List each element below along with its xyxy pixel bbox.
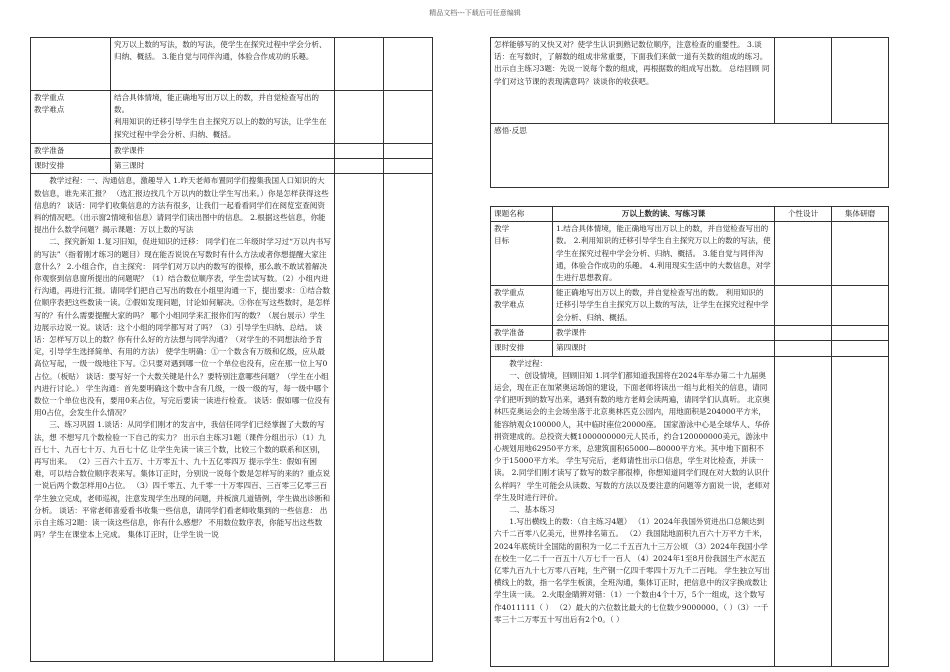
lesson-title: 万以上数的读、写练习课 xyxy=(553,207,775,222)
table-row xyxy=(31,159,433,174)
table-row xyxy=(31,174,433,662)
process-part-2: 二、探究新知 1.复习旧知，促进知识的迁移： 同学们在二年级时学习过“万以内书写的写法”（指着刚才练习的题目）现在能否说说在写数时有什么方法或者你想提醒大家注意什么？ 2.小组合作，自主探究： 同学们对万以内的数写的很棒，那么敢不敢试着解决你观察到信息窗所提出的问题呢？（1）结合数位顺序表，学生尝试写数。（2）小组内进行沟通，再进行汇报。请同学们把自己写出的数在小组里沟通一下，提出要求：①结合数位顺序表把这些数读一读。②假如发现问题，讨论如何解决。③你在写这些数时，是怎样写的？有什么需要提醒大家的吗？ 哪个小组同学来汇报你们写的数？（展台展示）学生边展示边说一说。谈话：这个小组的同学都写对了吗？（3）引导学生归纳、总结。 谈话：怎样写万以上的数？你有什么好的方法想与同学沟通？（对学生的不同想法给予肯定，引导学生选择简单、有用的方法） 使学生明确：①一个数含有万级和亿级，应从最高位写起，一级一级地往下写。②只要对遇到哪一位一个单位也没有，应在那一位上写0占位。（板贴） 谈话：要写好一个大数关键是什么？要特别注意哪些问题？（学生在小组内进行讨论。） 学生沟通：首先要明确这个数中含有几级，一级一级的写，每一级中哪个数位一个单位也没有，要用0来占位，写完后要读一读进行检查。 谈话：假如哪一位没有用0占位，会发生什么情况？ xyxy=(34,237,331,418)
period-value: 第四课时 xyxy=(553,341,775,356)
right-lesson-table xyxy=(490,206,889,667)
process-part-1: 一、创设情境，回顾旧知 1.同学们都知道我国将在2024年举办第二十九届奥运会，现在正在加紧奥运场馆的建设，下面老师将读出一组与此相关的信息，请同学们把听到的数写出来，遇到有数的地方老师会读两遍，请同学们认真听。 北京奥林匹克奥运会的主会场坐落于北京奥林匹克公园内，用地面积是204000平方米，能容纳观众100000人，其中临时座位20000座。 国家游泳中心是全球华人、华侨捐资建成的。总投资大概1000000000元人民币，约合120000000美元，游泳中心规划用地62950平方米，总建筑面积65000—80000平方米。其中地下面积不少于15000平方米。 学生写完后，老师请性出示口信息，学生对比检查，并读一读。 2.同学们刚才读写了数写的数字都很棒，你想知道同学们现在对大数的认识什么样吗？ 学生可能会从读数、写数的方法以及要注意的问题等方面说一说，老师对学生及时进行评价。 xyxy=(494,370,770,502)
period-label: 课时安排 xyxy=(31,159,111,174)
keypoints-label: 教学重点 教学难点 xyxy=(491,286,553,326)
period-value: 第三课时 xyxy=(111,159,335,174)
table-row xyxy=(31,91,433,144)
process-cell xyxy=(31,174,335,662)
keypoints-cell: 能正确地写出万以上的数，并自觉检查写出的数。 利用知识的迁移引导学生自主探究万以上数的写法，让学生在探究过程中学会分析、归纳、概括。 xyxy=(553,286,775,326)
table-row xyxy=(491,124,889,188)
table-row xyxy=(491,222,889,286)
table-row xyxy=(31,144,433,159)
table-row xyxy=(31,38,433,91)
header-topic-label: 课题名称 xyxy=(491,207,553,222)
table-row xyxy=(491,341,889,356)
prep-value: 教学课件 xyxy=(111,144,335,159)
summary-cell: 怎样能够写的又快又对？使学生认识到熟记数位顺序，注意检查的重要性。 3.谈话：在写数时，了解数的组成非常重要，下面我们来做一道有关数的组成的练习。 出示自主练习3题：先说一说每个数的组成，再根据数的组成写出数。 总结回顾 同学们对这节课的表现满意吗？谈谈你的收获吧。 xyxy=(491,38,775,124)
header-note: 精品文档---下载后可任意编辑 xyxy=(429,9,521,17)
keypoints-label: 教学重点 教学难点 xyxy=(31,91,111,144)
prep-value: 教学课件 xyxy=(553,326,775,341)
prep-label: 教学准备 xyxy=(491,326,553,341)
table-row xyxy=(491,286,889,326)
header-personal: 个性设计 xyxy=(775,207,832,222)
table-header-row xyxy=(491,207,889,222)
right-top-table xyxy=(490,37,889,188)
left-lesson-table xyxy=(30,37,433,662)
prep-label: 教学准备 xyxy=(31,144,111,159)
period-label: 课时安排 xyxy=(491,341,553,356)
header-collective: 集体研磨 xyxy=(832,207,889,222)
table-row xyxy=(491,326,889,341)
keypoints-cell xyxy=(111,91,335,144)
table-row xyxy=(491,38,889,124)
goals-continued: 究万以上数的写法，数的写法，使学生在探究过程中学会分析、归纳、概括。 3.能自觉与同伴沟通，体验合作成功的乐趣。 xyxy=(111,38,335,91)
process-part-3: 1.写出横线上的数：（自主练习4题） （1）2024年我国外贸进出口总额达到六千二百零八亿美元，世界排名第五。 （2）我国陆地面积九百六十万平方千米，2024年底统计全国陆的面积为一亿二千五百九十三万公顷 （3）2024年我国小学在校生一亿二千一百五十八万七千一百人 （4）2024年1至8月份我国生产水泥五亿零九百九十七万零八百吨，生产钢一亿四千零四十万九千二百吨。 学生独立写出横线上的数，指一名学生板演，全班沟通，集体订正时，把信息中的汉字换成数让学生读一读。 2.火眼金睛辨对错：（1）一个数由4个十万，5个一组成，这个数写作4011111（ ） （2）最大的六位数比最大的七位数少9000000。（ ）（3）一千零三十二万零五十写出后有2个0。（ ） xyxy=(494,517,770,624)
process-part-2: 二、基本练习 xyxy=(509,505,555,515)
process-part-3: 三、练习巩固 1.谈话：从同学们刚才的发言中，我信任同学们已经掌握了大数的写法，想 不想写几个数检验一下自己的实力？ 出示自主练习1题（课件分组出示）（1）九百七十、九百七十万、九百七十亿 让学生先读一读三个数，比较三个数的联系和区别，再写出来。 （2）三百六十五万、十万零五十、九十五亿零四万 提示学生：假如有困难，可以结合数位顺序表来写。集体订正时，分别说一说每个数是怎样写的来的？重点说一说后两个数怎样用0占位。 （3）四千零五、九千零一十万零四百、三百零三亿零三百 学生独立完成，老师巡视，注意发现学生出现的问题，并板演几道错例，学生做出诊断和分析。 谈话：平常老师喜爱看书收集一些信息，请同学们看老师收集到的一些信息： 出示自主练习2题：读一读这些信息，你有什么感想？ 不用数位数序表，你能写出这些数吗？学生在课堂本上完成。 集体订正时，让学生说一说 xyxy=(34,420,331,540)
process-part-1: 教学过程：一、沟通信息，激趣导入 1.昨天老师布置同学们搜集我国人口知识的大数信息，谁先来汇报？ （选汇报边找几个万以内的数让学生写出来。）你是怎样获得这些信息的？ 谈话：同学们收集信息的方法有很多，让我们一起看看同学们在阅览室查阅资料的情况吧。（出示窗2情境和信息）请同学们读出图中的信息。 2.根据这些信息，你能提出什么数学问题？揭示课题：万以上数的写法 xyxy=(34,176,329,235)
reflection-cell: 感悟·反思 xyxy=(491,124,889,188)
keypoint-1: 结合具体情境，能正确地写出万以上的数，并自觉检查写出的数。 xyxy=(114,93,320,115)
goals-cell: 1.结合具体情境，能正确地写出万以上的数，并自觉检查写出的数。 2.利用知识的迁移引导学生自主探究万以上的数的写法，使学生在探究过程中学会分析、归纳、概括。 3.能自觉与同伴沟通，体验合作成功的乐趣。 4.利用现实生活中的大数信息，对学生进行思想教育。 xyxy=(553,222,775,286)
goals-label: 教学 目标 xyxy=(491,222,553,286)
process-heading: 教学过程： xyxy=(509,358,548,368)
process-cell xyxy=(491,356,775,666)
table-row xyxy=(491,356,889,666)
keypoint-2: 利用知识的迁移引导学生自主探究万以上的数的写法，让学生在探究过程中学会分析、归纳、概括。 xyxy=(114,117,327,139)
